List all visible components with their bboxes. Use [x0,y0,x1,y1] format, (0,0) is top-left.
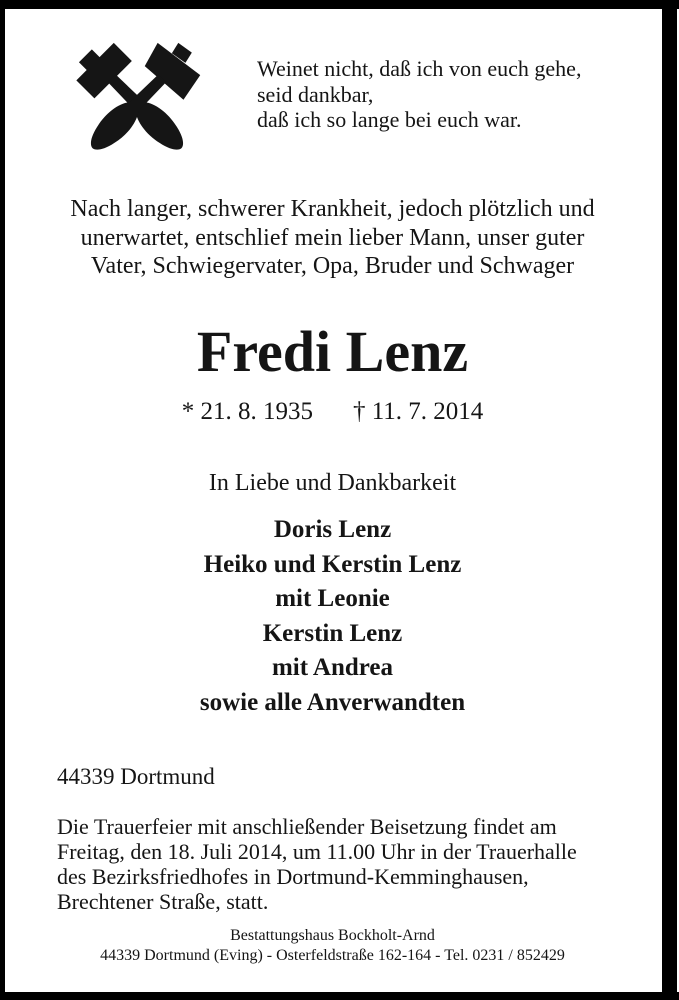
funeral-home-address: 44339 Dortmund (Eving) - Osterfeldstraße 162-164 - Tel. 0231 / 852429 [100,946,565,964]
deceased-name: Fredi Lenz [196,319,469,384]
funeral-information [57,814,577,914]
verse-line: seid dankbar, [257,81,374,107]
mourner-name: mit Leonie [275,585,390,612]
funeral-home-name: Bestattungshaus Bockholt-Arnd [230,927,435,944]
mourner-name: sowie alle Anverwandten [199,688,466,716]
announcement-line: Nach langer, schwerer Krankheit, jedoch plötzlich und [70,196,595,222]
city-line: 44339 Dortmund [57,764,215,789]
scan-border-right [662,0,677,1000]
dedication-text: In Liebe und Dankbarkeit [208,470,457,496]
scan-border-bottom [0,992,679,1000]
announcement-line: unerwartet, entschlief mein lieber Mann, unser guter [80,224,585,251]
mourner-name: mit Andrea [271,654,394,681]
verse-line: Weinet nicht, daß ich von euch gehe, [257,56,582,81]
funeral-info-line: Freitag, den 18. Juli 2014, um 11.00 Uhr in der Trauerhalle [57,839,577,864]
mourner-name: Heiko und Kerstin Lenz [203,550,462,578]
scan-border-top [0,0,679,9]
announcement-line: Vater, Schwiegervater, Opa, Bruder und Schwager [90,253,575,279]
mourner-name: Doris Lenz [273,516,392,543]
verse-line: daß ich so lange bei euch war. [257,107,522,132]
death-date: † 11. 7. 2014 [352,398,484,425]
scan-border-left [0,0,5,1000]
mourners-list [10,513,655,720]
birth-date: * 21. 8. 1935 [181,398,313,425]
life-dates [10,397,655,426]
mourner-name: Kerstin Lenz [262,619,403,647]
funeral-home-footer [10,926,655,965]
funeral-info-line: Die Trauerfeier mit anschließender Beisetzung findet am [57,814,557,839]
memorial-verse [257,56,581,133]
crossed-hammers-mining-icon [68,26,206,172]
funeral-info-line: Brechtener Straße, statt. [57,889,269,914]
announcement-text [10,195,655,281]
funeral-info-line: des Bezirksfriedhofes in Dortmund-Kemminghausen, [57,864,529,889]
